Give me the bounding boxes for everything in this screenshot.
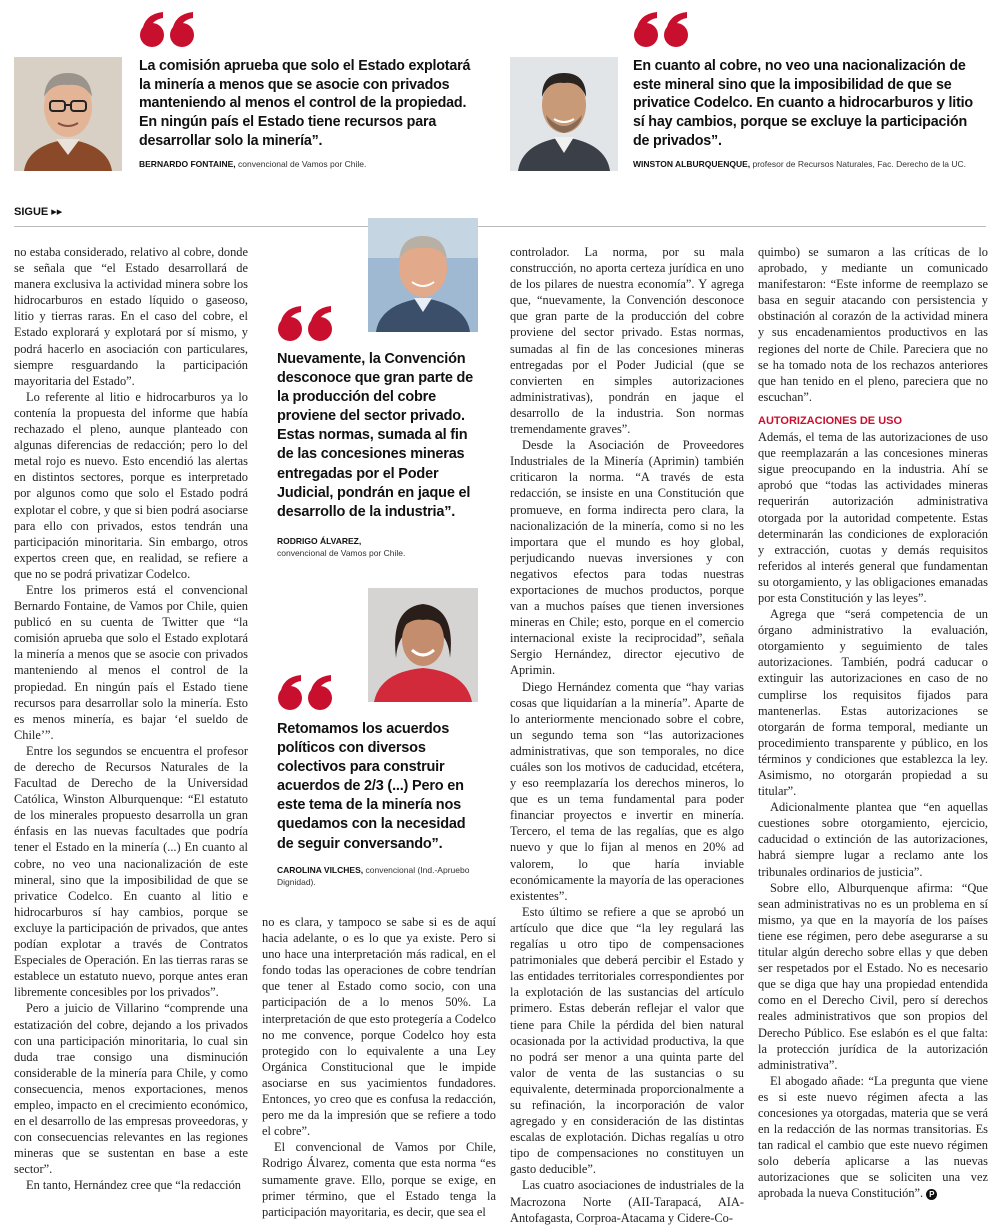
- paragraph: controlador. La norma, por su mala construcción, no aporta certeza jurídica en uno de los pilares de nuestra economía”. Y agrega que, “nuevamente, la Convención desconoce que gran parte de la producción del cobre proviene del sector privado. Estas normas, sumadas al fin de las concesiones mineras entregadas por el Poder Judicial (que se convierten en simples autorizaciones administrativas), pondrán en jaque el desarrollo de la industria. Son normas tremendamente graves”.: [510, 245, 744, 437]
- section-heading: AUTORIZACIONES DE USO: [758, 414, 903, 427]
- column-4: [758, 244, 988, 1202]
- alvarez-role: convencional de Vamos por Chile.: [277, 548, 406, 558]
- alburquenque-photo: [510, 57, 618, 171]
- paragraph: En tanto, Hernández cree que “la redacción: [26, 1178, 241, 1193]
- paragraph: Además, el tema de las autorizaciones de uso que reemplazarán a las concesiones mineras sigue preocupando en la industria. Ahí se aprobó que “todas las actividades mineras requerirán autorización administrativa otorgada por la autoridad competente. Estas determinarán las condiciones de exploración y extracción, cuotas y demás requisitos referidos al interés general que fundamentan su otorgamiento, y las obligaciones emanadas por esta Constitución y las leyes”.: [758, 430, 988, 605]
- quote-icon: [277, 304, 335, 342]
- paragraph: El convencional de Vamos por Chile, Rodrigo Álvarez, comenta que esta norma “es sumamente grave. Ello, porque se exige, en primer término, que el Estado tenga la participación mayoritaria, es decir, que sea el: [262, 1140, 496, 1219]
- paragraph: Diego Hernández comenta que “hay varias cosas que liquidarían a la minería”. Aparte de lo anteriormente mencionado sobre el cobre, un segundo tema son “las autorizaciones administrativas, que son temporales, no dice cuáles son los motivos de caducidad, etcétera, y eso reemplazaría los derechos mineros, lo que es un tema fundamental para poder financiar proyectos e invertir en minería. Tercero, el tema de las regalías, que es algo nuevo y que lo fijan al menos en 20% ad valorem, lo que haría inviable económicamente la mayoría de las operaciones existentes”.: [510, 679, 744, 903]
- paragraph: Agrega que “será competencia de un órgano administrativo la evaluación, otorgamiento y seguimiento de tales autorizaciones. También, podrá caducar o extinguir las autorizaciones en caso de no cumplirse los requisitos fijados para mantenerlas. Estas autorizaciones se otorgarán de forma temporal, mediante un procedimiento transparente y público, en los términos y condiciones que establezca la ley. Asimismo, no otorgarán propiedad a su titular”.: [758, 607, 988, 799]
- alvarez-photo: [368, 218, 478, 332]
- vilches-role: convencional (Ind.-Apruebo Dignidad).: [277, 865, 470, 887]
- column-3: [510, 244, 744, 1226]
- paragraph: Entre los segundos se encuentra el profesor de derecho de Recursos Naturales de la Facultad de Derecho de la Universidad Católica, Winston Alburquenque: “El estatuto de los minerales propuesto desarrolla un gran énfasis en las nuevas facultades que podría tener el Estado en la minería (...) En cuanto al cobre, no veo una nacionalización de este mineral, sino que la imposibilidad de que se privatice Codelco. En cuanto al litio e hidrocarburos sí hay cambios, porque se excluye la participación de privados, que antes podían explotar a través de Contratos Especiales de Operación. En las tierras raras se establece un estatuto nuevo, porque antes eran libremente concesibles por los privados”.: [14, 743, 248, 1000]
- closing-text: El abogado añade: “La pregunta que viene es si este nuevo régimen afecta a las concesiones ya otorgadas, materia que se verá en la redacción de las normas transitorias. Es tan radical el cambio que este nuevo régimen solo debería aplicarse a las nuevas autorizaciones que se soliciten una vez aprobada la nueva Constitución”.: [758, 1073, 988, 1201]
- alvarez-quote: Nuevamente, la Convención desconoce que gran parte de la producción del cobre proviene del sector privado. Estas normas, sumada al fin de las concesiones mineras entregadas por el Poder Judicial, pondrán en jaque el desarrollo de la industria”.: [277, 351, 474, 520]
- paragraph: [758, 1073, 988, 1202]
- fontaine-name: BERNARDO FONTAINE,: [139, 159, 236, 169]
- fontaine-photo: [14, 57, 122, 171]
- paragraph: quimbo) se sumaron a las críticas de lo aprobado, y mediante un comunicado manifestaron: “Este informe de reemplazo se basa en seguir atacando con persistencia y obstinación al corazón de la actividad minera y sus encadenamientos productivos en las regiones del norte de Chile. Pareciera que no se ha tomado nota de los rechazos anteriores que han tenido en el pleno, pareciera que no escuchan”.: [758, 245, 988, 404]
- quote-icon: [633, 10, 691, 48]
- paragraph: Lo referente al litio e hidrocarburos ya lo contenía la propuesta del informe que había rechazado el pleno, aunque planteado con algunas diferencias de redacción; pero lo del metal rojo es nuevo. Esto encendió las alertas en distintos sectores, porque es interpretado por algunos como que solo el Estado podrá explotar el cobre, y que si bien podrá asociarse para ello con privados, estos tendrán una participación minoritaria. Sin embargo, otros expertos creen que, en realidad, se refiere a que no se podrá privatizar Codelco.: [14, 389, 248, 581]
- paragraph: Las cuatro asociaciones de industriales de la Macrozona Norte (AII-Tarapacá, AIA-Antofagasta, Corproa-Atacama y Cidere-Co-: [510, 1178, 744, 1225]
- fontaine-attribution: [139, 159, 484, 169]
- end-mark-icon: P: [926, 1189, 937, 1200]
- alburquenque-name: WINSTON ALBURQUENQUE,: [633, 159, 751, 169]
- quote-icon: [277, 673, 335, 711]
- paragraph: Adicionalmente plantea que “en aquellas cuestiones sobre otorgamiento, ejercicio, caducidad o extinción de las autorizaciones, habrá siempre lugar a reclamo ante los tribunales ordinarios de justicia”.: [758, 800, 988, 879]
- sigue-label: SIGUE ▸▸: [14, 206, 63, 218]
- paragraph: no estaba considerado, relativo al cobre, donde se señala que “el Estado desarrollará de manera exclusiva la actividad minera sobre los hidrocarburos en estado líquido o gaseoso, litio y tierras raras. En el caso del cobre, el Estado explorará y explotará por sí mismo, y podrá hacerlo en asociación con particulares, siempre resguardando la participación mayoritaria del Estado”.: [14, 245, 248, 388]
- paragraph: Esto último se refiere a que se aprobó un artículo que dice que “la ley regulará las regalías u otro tipo de compensaciones patrimoniales que deberá percibir el Estado y las entidades territoriales correspondientes por la explotación de las sustancias del artículo primero. Estas deberán reflejar el valor que tiene para Chile la pérdida del bien natural ocasionada por la actividad productiva, la que no podrá ser menor a una quinta parte del valor de venta de las sustancias o su equivalente, determinada proporcionalmente a su refinación, la incorporación de valor agregado y en consideración de las distintas escalas de explotación. Dichas regalías u otro tipo de compensaciones no constituyen un gasto deducible”.: [510, 904, 744, 1177]
- fontaine-role: convencional de Vamos por Chile.: [238, 159, 367, 169]
- paragraph: no es clara, y tampoco se sabe si es de aquí hacia adelante, o es lo que ya existe. Pero si uno hace una interpretación más radical, en el fondo todas las operaciones de cobre tendrían que tener al Estado como socio, con una participación de a lo menos 50%. La interpretación de que esto protegería a Codelco no me convence, porque Codelco hoy esta protegido con lo equivalente a una Ley Orgánica Constitucional que le impide asociarse en sus yacimientos fundadores. Entonces, yo creo que es confusa la redacción, pero me da la impresión que se refiere a todo el cobre”.: [262, 915, 496, 1139]
- vilches-photo: [368, 588, 478, 702]
- fontaine-quote: La comisión aprueba que solo el Estado explotará la minería a menos que se asocie con privados manteniendo al menos el control de la propiedad. En ningún país el Estado tiene recursos para desarrollar solo la minería”.: [139, 58, 471, 149]
- alvarez-name: RODRIGO ÁLVAREZ,: [277, 536, 362, 546]
- column-1: [14, 244, 248, 1194]
- column-2: [262, 914, 496, 1220]
- quote-icon: [139, 10, 197, 48]
- vilches-quote: Retomamos los acuerdos políticos con diversos colectivos para construir acuerdos de 2/3 (...) Pero en este tema de la minería nos quedamos con la necesidad de seguir conversando”.: [277, 721, 466, 852]
- paragraph: Pero a juicio de Villarino “comprende una estatización del cobre, dejando a los privados con una participación minoritaria, lo cual sin duda trae consigo una disminución considerable de la minería para Chile, y como consecuencia, menos exportaciones, menos empleo, impacto en el crecimiento económico, en el desarrollo de las empresas proveedoras, y con consecuencias relevantes en las regiones mineras que se sustentan en base a este sector”.: [14, 1001, 248, 1177]
- rule-divider: [14, 226, 986, 227]
- paragraph: Desde la Asociación de Proveedores Industriales de la Minería (Aprimin) también criticaron la norma. “A través de esta redacción, se insiste en una Constitución que promueve, en forma indirecta pero clara, la nacionalización de la minería, como si no les importara que el mundo es hoy global, perjudicando nuevas inversiones y con negativos efectos para todas nuestras exportaciones de muchos productos, porque van a muchos países que tienen inversiones mineras en Chile; esto, porque en el comercio internacional existe la reciprocidad”, señala Sergio Hernández, director ejecutivo de Aprimin.: [510, 438, 744, 678]
- alburquenque-role: profesor de Recursos Naturales, Fac. Derecho de la UC.: [752, 159, 967, 169]
- alburquenque-quote: En cuanto al cobre, no veo una nacionalización de este mineral sino que la imposibilidad de que se privatice Codelco. En cuanto a hidrocarburos y litio sí hay cambios, porque se excluye la participación de privados”.: [633, 58, 973, 149]
- vilches-attribution: [277, 864, 482, 888]
- vilches-name: CAROLINA VILCHES,: [277, 865, 364, 875]
- alburquenque-attribution: [633, 159, 993, 169]
- alvarez-attribution: [277, 535, 482, 559]
- paragraph: Sobre ello, Alburquenque afirma: “Que sean administrativas no es un problema en sí mismo, ya que en la mayoría de los países tiene ese régimen, pero debe asegurarse a su titular algún derecho sobre ellas y que deben ser respetados por el Estado. No es necesario que se diga que hay una propiedad entendida como en el Derecho Civil, pero sí derechos reales administrativos que son propios del Derecho Público. Ese eslabón es el que falta: la protección jurídica de la autorización administrativa”.: [758, 880, 988, 1072]
- paragraph: Entre los primeros está el convencional Bernardo Fontaine, de Vamos por Chile, quien publicó en su cuenta de Twitter que “la comisión aprueba que solo el Estado explotará la minería a menos que se asocie con privados manteniendo al menos el control de la propiedad. En ningún país el Estado tiene recursos para desarrollar solo la minería. Esto es menos minería, es bajar ‘el sueldo de Chile’”.: [14, 582, 248, 742]
